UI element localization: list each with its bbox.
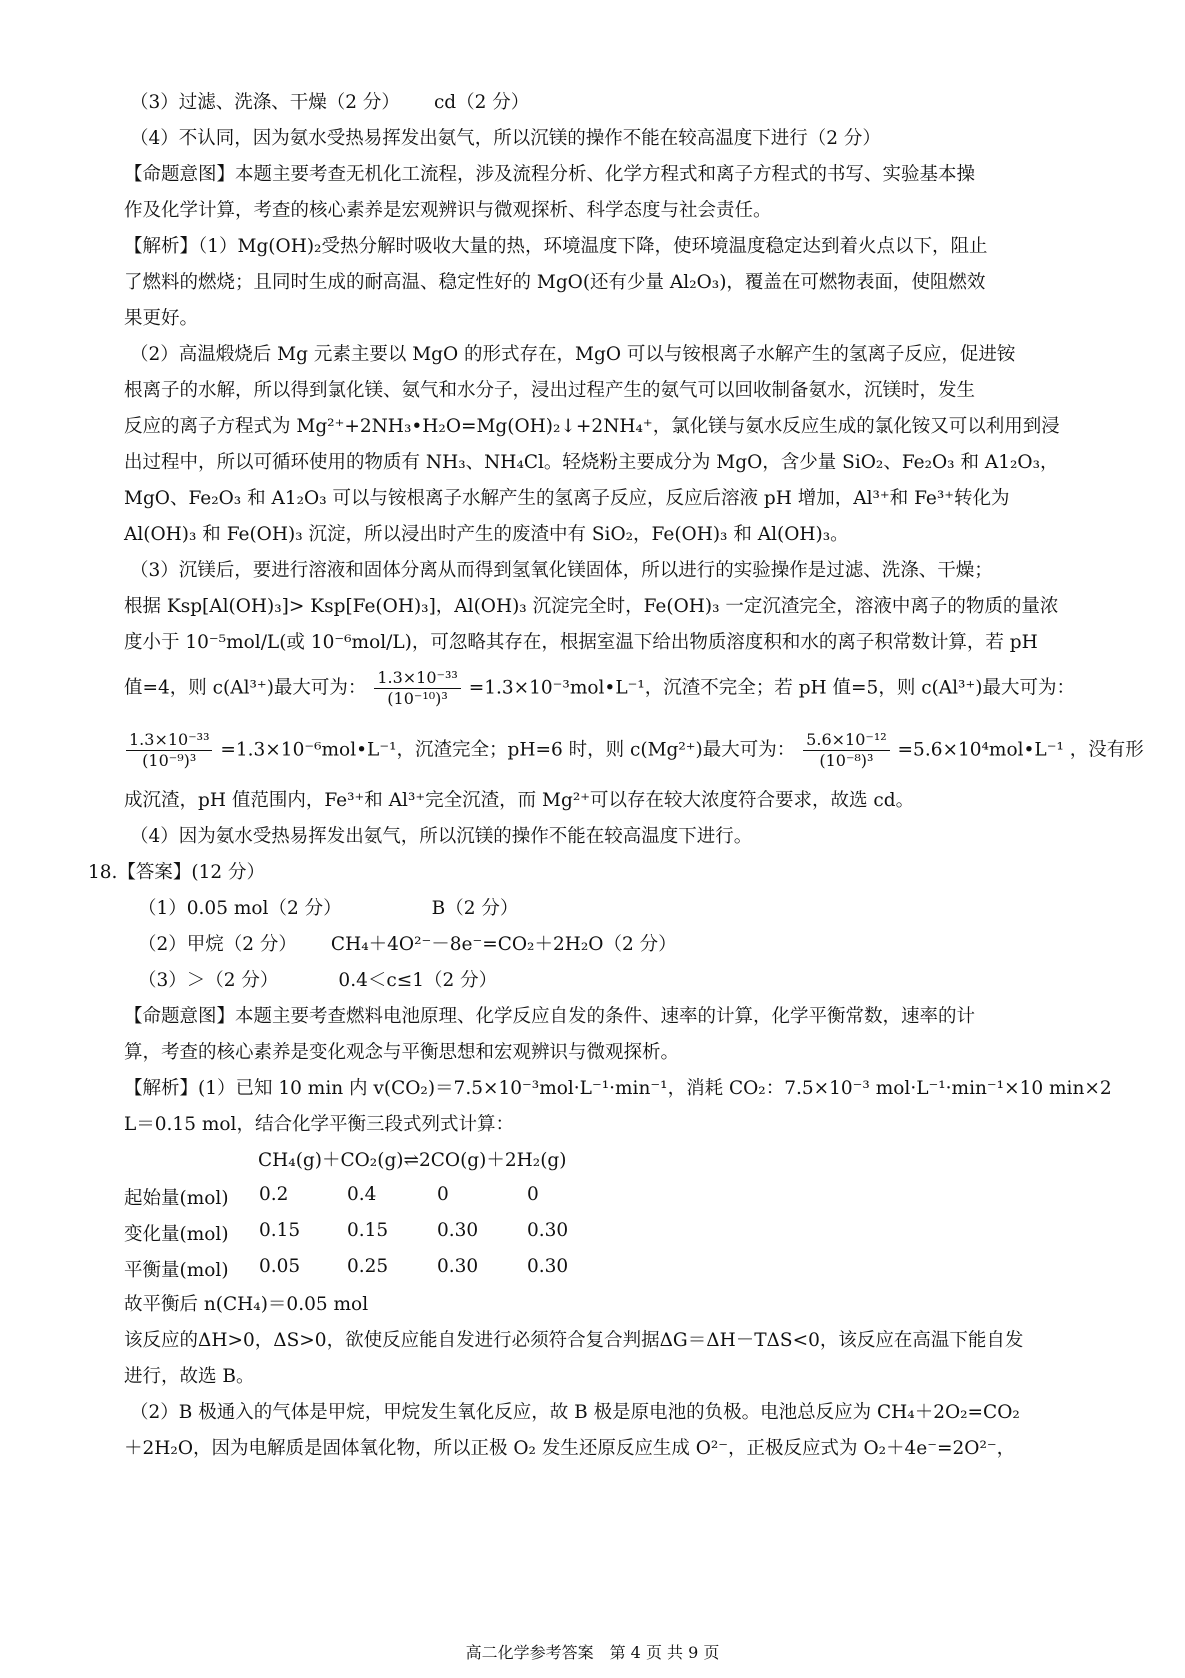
question-heading: 18.【答案】(12 分） bbox=[88, 862, 266, 883]
formula-line bbox=[124, 668, 1075, 709]
analysis-paragraph: ＋2H₂O，因为电解质是固体氧化物，所以正极 O₂ 发生还原反应生成 O²⁻，正极反应式为 O₂＋4e⁻=2O²⁻， bbox=[124, 1438, 1016, 1459]
table-cell: 0.25 bbox=[347, 1256, 389, 1277]
fraction bbox=[803, 730, 889, 771]
analysis-paragraph: 反应的离子方程式为 Mg²⁺+2NH₃•H₂O=Mg(OH)₂↓+2NH₄⁺，氯化镁与氨水反应生成的氯化铵又可以利用到浸 bbox=[124, 416, 1060, 437]
text: CH₄＋4O²⁻－8e⁻=CO₂＋2H₂O（2 分） bbox=[330, 934, 677, 955]
table-cell: 0.15 bbox=[347, 1220, 389, 1241]
answer-line bbox=[130, 90, 529, 116]
analysis-paragraph: 根离子的水解，所以得到氯化镁、氨气和水分子，浸出过程产生的氨气可以回收制备氨水，沉镁时，发生 bbox=[124, 380, 976, 401]
answer-line bbox=[138, 896, 518, 922]
analysis-paragraph: MgO、Fe₂O₃ 和 A1₂O₃ 可以与铵根离子水解产生的氢离子反应，反应后溶液 pH 增加，Al³⁺和 Fe³⁺转化为 bbox=[124, 488, 1010, 509]
text: =1.3×10⁻⁶mol•L⁻¹，沉渣完全；pH=6 时，则 c(Mg²⁺)最大可为： bbox=[220, 739, 796, 761]
analysis-paragraph: 果更好。 bbox=[124, 308, 199, 329]
analysis-paragraph: 故平衡后 n(CH₄)＝0.05 mol bbox=[124, 1294, 369, 1315]
intent-paragraph: 作及化学计算，考查的核心素养是宏观辨识与微观探析、科学态度与社会责任。 bbox=[124, 200, 772, 221]
page-footer: 高二化学参考答案 第 4 页 共 9 页 bbox=[465, 1643, 720, 1662]
table-cell: 0.30 bbox=[527, 1220, 569, 1241]
denominator: (10⁻⁹)³ bbox=[142, 751, 197, 770]
analysis-paragraph: 出过程中，所以可循环使用的物质有 NH₃、NH₄Cl。轻烧粉主要成分为 MgO，含少量 SiO₂、Fe₂O₃ 和 A1₂O₃， bbox=[124, 452, 1059, 473]
table-cell: 0.15 bbox=[259, 1220, 301, 1241]
answer-line: （4）不认同，因为氨水受热易挥发出氨气，所以沉镁的操作不能在较高温度下进行（2 分） bbox=[130, 128, 881, 149]
numerator: 5.6×10⁻¹² bbox=[803, 730, 889, 751]
table-cell: 0.4 bbox=[347, 1184, 377, 1205]
table-cell: 0.30 bbox=[527, 1256, 569, 1277]
text: 0.4＜c≤1（2 分） bbox=[338, 970, 498, 991]
analysis-paragraph: 进行，故选 B。 bbox=[124, 1366, 255, 1387]
table-row bbox=[124, 1220, 637, 1256]
text: B（2 分） bbox=[431, 898, 519, 919]
intent-paragraph: 【命题意图】本题主要考查燃料电池原理、化学反应自发的条件、速率的计算，化学平衡常数，速率的计 bbox=[124, 1006, 976, 1027]
table-row bbox=[124, 1184, 637, 1220]
analysis-paragraph: L＝0.15 mol，结合化学平衡三段式列式计算： bbox=[124, 1114, 514, 1135]
analysis-paragraph: 根据 Ksp[Al(OH)₃]> Ksp[Fe(OH)₃]，Al(OH)₃ 沉淀完全时，Fe(OH)₃ 一定沉渣完全，溶液中离子的物质的量浓 bbox=[124, 596, 1059, 617]
table-cell: 变化量(mol) bbox=[124, 1224, 229, 1245]
fraction bbox=[374, 668, 460, 709]
table-cell: 0.30 bbox=[437, 1256, 479, 1277]
table-cell: 0 bbox=[527, 1184, 539, 1205]
analysis-paragraph: 【解析】(1）已知 10 min 内 v(CO₂)＝7.5×10⁻³mol·L⁻¹·min⁻¹，消耗 CO₂：7.5×10⁻³ mol·L⁻¹·min⁻¹×10 min×2 bbox=[124, 1078, 1112, 1099]
analysis-paragraph: Al(OH)₃ 和 Fe(OH)₃ 沉淀，所以浸出时产生的废渣中有 SiO₂，Fe(OH)₃ 和 Al(OH)₃。 bbox=[124, 524, 849, 545]
fraction bbox=[126, 730, 212, 771]
table-cell: 0 bbox=[437, 1184, 449, 1205]
analysis-paragraph: 【解析】（1）Mg(OH)₂受热分解时吸收大量的热，环境温度下降，使环境温度稳定达到着火点以下，阻止 bbox=[124, 236, 988, 257]
table-cell: 0.2 bbox=[259, 1184, 289, 1205]
text: =1.3×10⁻³mol•L⁻¹，沉渣不完全；若 pH 值=5，则 c(Al³⁺)最大可为： bbox=[468, 677, 1075, 699]
text: =5.6×10⁴mol•L⁻¹ ，没有形 bbox=[897, 739, 1144, 761]
analysis-paragraph: （2）B 极通入的气体是甲烷，甲烷发生氧化反应，故 B 极是原电池的负极。电池总反应为 CH₄＋2O₂=CO₂ bbox=[130, 1402, 1020, 1423]
table-cell: 0.30 bbox=[437, 1220, 479, 1241]
numerator: 1.3×10⁻³³ bbox=[126, 730, 212, 751]
denominator: (10⁻¹⁰)³ bbox=[387, 689, 448, 708]
analysis-paragraph: 度小于 10⁻⁵mol/L(或 10⁻⁶mol/L)，可忽略其存在，根据室温下给出物质溶度积和水的离子积常数计算，若 pH bbox=[124, 632, 1038, 653]
analysis-paragraph: （4）因为氨水受热易挥发出氨气，所以沉镁的操作不能在较高温度下进行。 bbox=[130, 826, 753, 847]
denominator: (10⁻⁸)³ bbox=[819, 751, 874, 770]
table-cell: 平衡量(mol) bbox=[124, 1260, 229, 1281]
table-cell: 起始量(mol) bbox=[124, 1188, 229, 1209]
text: 值=4，则 c(Al³⁺)最大可为： bbox=[124, 677, 367, 699]
intent-paragraph: 【命题意图】本题主要考查无机化工流程，涉及流程分析、化学方程式和离子方程式的书写、实验基本操 bbox=[124, 164, 976, 185]
analysis-paragraph: （3）沉镁后，要进行溶液和固体分离从而得到氢氧化镁固体，所以进行的实验操作是过滤、洗涤、干燥； bbox=[130, 560, 993, 581]
text: cd（2 分） bbox=[433, 92, 530, 113]
reaction-equation: CH₄(g)＋CO₂(g)⇌2CO(g)＋2H₂(g) bbox=[258, 1150, 567, 1171]
answer-line bbox=[138, 968, 497, 994]
text: （3）过滤、洗涤、干燥（2 分） bbox=[130, 92, 400, 113]
analysis-paragraph: 了燃料的燃烧；且同时生成的耐高温、稳定性好的 MgO(还有少量 Al₂O₃)，覆盖在可燃物表面，使阻燃效 bbox=[124, 272, 986, 293]
text: （2）甲烷（2 分） bbox=[138, 934, 297, 955]
analysis-paragraph: 成沉渣，pH 值范围内，Fe³⁺和 Al³⁺完全沉渣，而 Mg²⁺可以存在较大浓度符合要求，故选 cd。 bbox=[124, 790, 915, 811]
analysis-paragraph: （2）高温煅烧后 Mg 元素主要以 MgO 的形式存在，MgO 可以与铵根离子水解产生的氢离子反应，促进铵 bbox=[130, 344, 1016, 365]
intent-paragraph: 算，考查的核心素养是变化观念与平衡思想和宏观辨识与微观探析。 bbox=[124, 1042, 680, 1063]
table-cell: 0.05 bbox=[259, 1256, 301, 1277]
analysis-paragraph: 该反应的ΔH>0，ΔS>0，欲使反应能自发进行必须符合复合判据ΔG＝ΔH－TΔS<0，该反应在高温下能自发 bbox=[124, 1330, 1024, 1351]
text: （1）0.05 mol（2 分） bbox=[138, 898, 342, 919]
table-row bbox=[124, 1256, 637, 1292]
formula-line bbox=[124, 730, 1144, 771]
numerator: 1.3×10⁻³³ bbox=[374, 668, 460, 689]
three-stage-table bbox=[124, 1184, 637, 1292]
text: （3）＞（2 分） bbox=[138, 970, 279, 991]
answer-line bbox=[138, 932, 677, 958]
